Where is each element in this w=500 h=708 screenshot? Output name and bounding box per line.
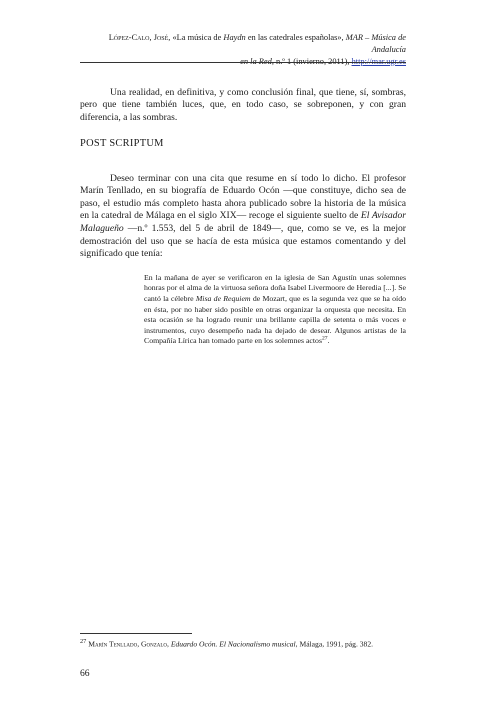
header-journal: MAR – Música de Andalucía xyxy=(345,33,406,54)
footnote-book-title: Eduardo Ocón. El Nacionalismo musical xyxy=(170,639,296,649)
newspaper-title: El Avisador Malagueño xyxy=(80,210,406,234)
century-numeral: XIX xyxy=(219,210,237,222)
paragraph-conclusion: Una realidad, en definitiva, y como conclusión final, que tiene, sí, sombras, pero que tiene también luces, que, en todo caso, se sobreponen, y con gran diferencia, a las sombras. xyxy=(80,86,406,123)
footnote-number: 27 xyxy=(80,638,87,645)
footnote-divider xyxy=(80,633,192,634)
section-title: POST SCRIPTUM xyxy=(80,138,164,149)
header-author: López-Calo, José xyxy=(108,33,169,42)
journal-url-link[interactable]: http://mar.ugr.es xyxy=(351,57,406,66)
footnote-reference[interactable]: 27 xyxy=(321,335,328,342)
paragraph-post-scriptum: Deseo terminar con una cita que resume en sí todo lo dicho. El profesor Marín Tenllado, en su biografía de Eduardo Ocón —que constituye, dicho sea de paso, el estudio más completo hasta ahora publicado sobre la historia de la música en la catedral de Málaga en el siglo XIX— recoge el siguiente suelto de El Avisador Malagueño —n.º 1.553, del 5 de abril de 1849—, que, como se ve, es la mejor demostración del uso que se hacía de esta música que estamos comentando y del significado que tenía: xyxy=(80,172,406,260)
header-haydn: Haydn xyxy=(223,33,246,42)
block-quote: En la mañana de ayer se verificaron en la iglesia de San Agustín unas solemnes honras por el alma de la virtuosa señora doña Isabel Livermoore de Heredia [...]. Se cantó la célebre Misa de Requiem de Mozart, que es la segunda vez que se ha oído en ésta, por no haber sido posible en otras organizar la orquesta que necesita. En esta ocasión se ha logrado reunir una brillante capilla de setenta o más voces e instrumentos, cuyo desempeño nada ha dejado de desear. Algunos artistas de la Compañía Lírica han tomado parte en los solemnes actos$^{27}$. xyxy=(144,272,406,346)
page-number: 66 xyxy=(80,668,90,679)
running-header: López-Calo, José, «La música de Haydn en las catedrales españolas», MAR – Música de Andalucía en la Red, n.º 1 (invierno, 2011), http://mar.ugr.es xyxy=(108,33,406,66)
header-divider xyxy=(80,62,406,63)
footnote: $^{27}$ Marín Tenllado, Gonzalo, Eduardo Ocón. El Nacionalismo musical, Málaga, 1991, pág. 382. xyxy=(80,638,374,649)
quote-mass-title: Misa de Requiem xyxy=(195,293,251,303)
header-journal-line2: en la Red xyxy=(240,57,272,66)
footnote-author: Marín Tenllado, Gonzalo xyxy=(88,639,168,649)
